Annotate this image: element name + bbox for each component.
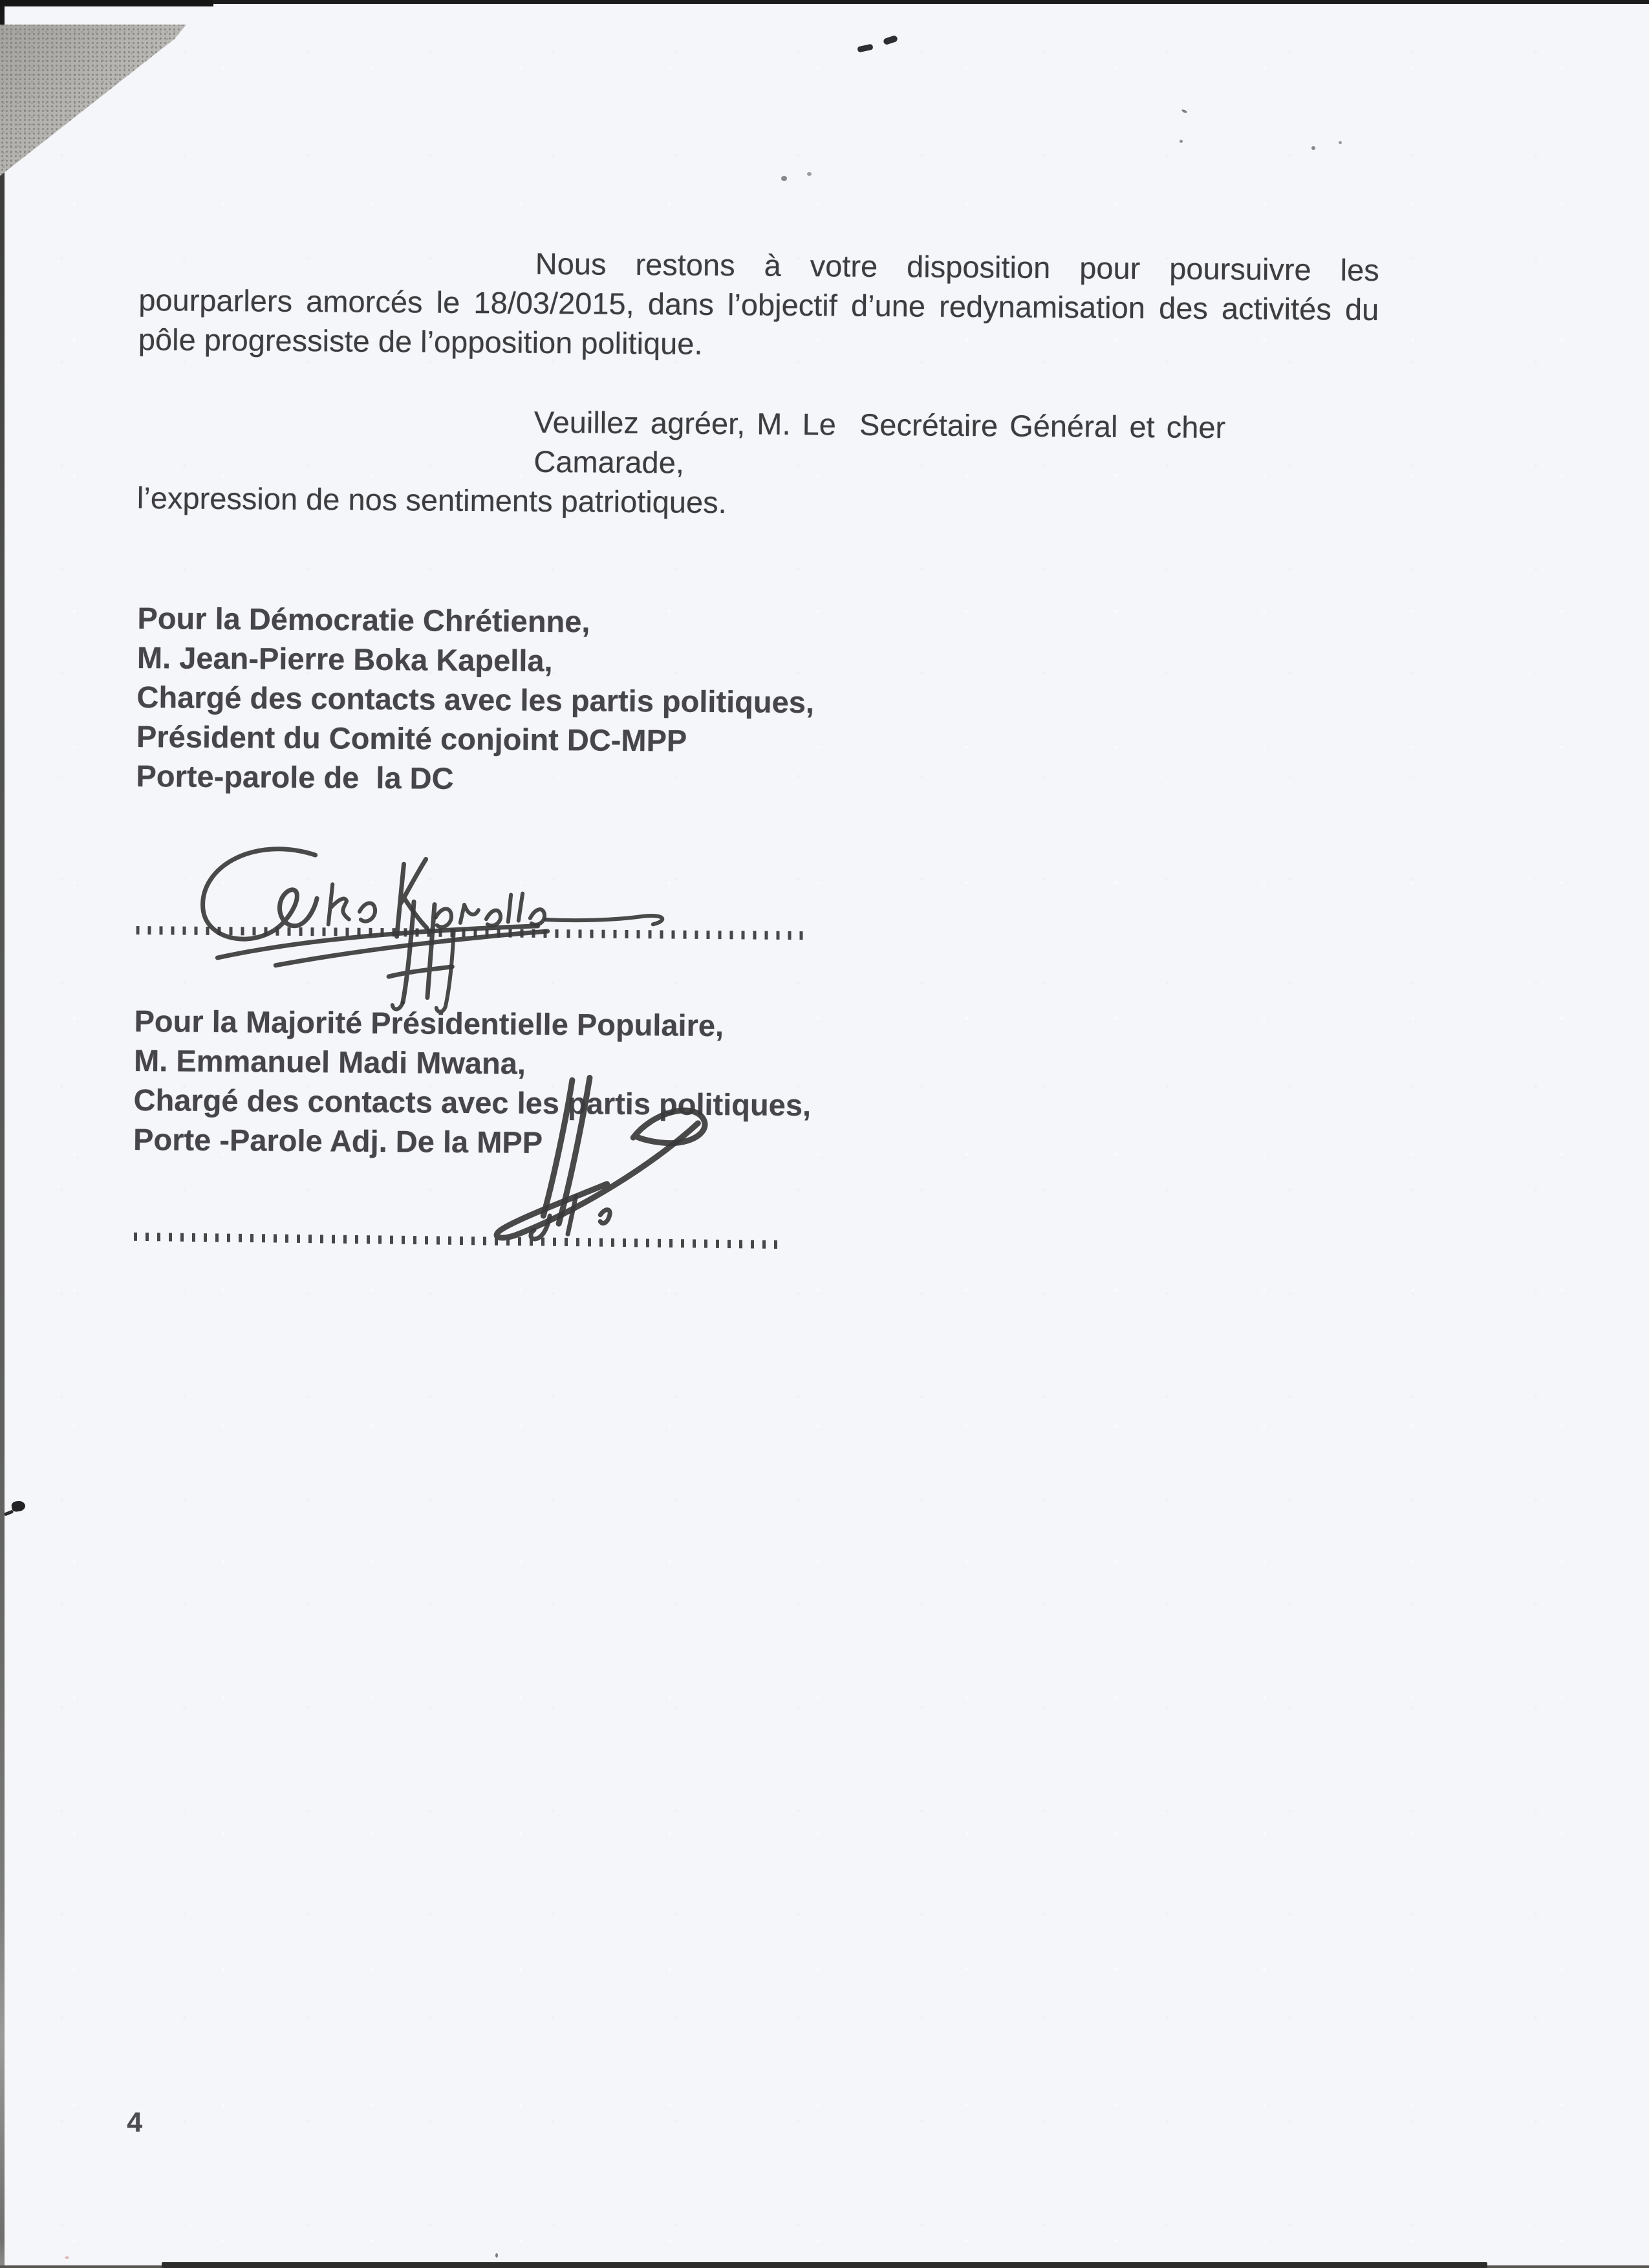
- signatory-party: Pour la Majorité Présidentielle Populaire,: [134, 1003, 724, 1043]
- scan-bottom-edge-artifact: [162, 2262, 1487, 2268]
- paragraph-line: pôle progressiste de l’opposition politique.: [138, 321, 703, 361]
- paragraph-line: Nous restons à votre disposition pour poursuivre les: [535, 246, 1379, 288]
- closing-paragraph-2: [137, 399, 1378, 527]
- signatory-name: M. Jean-Pierre Boka Kapella,: [136, 640, 553, 678]
- signatory-title: Porte-parole de la DC: [136, 758, 454, 795]
- signatory-name: M. Emmanuel Madi Mwana,: [133, 1042, 526, 1081]
- closing-paragraph-1: [138, 241, 1379, 369]
- signatory-title: Président du Comité conjoint DC-MPP: [136, 718, 687, 758]
- signatory-title: Chargé des contacts avec les partis politiques,: [133, 1082, 812, 1123]
- paragraph-line: l’expression de nos sentiments patriotiques.: [136, 480, 727, 520]
- paragraph-line: pourparlers amorcés le 18/03/2015, dans l’objectif d’une redynamisation des activités du: [138, 282, 1379, 327]
- signatory-party: Pour la Démocratie Chrétienne,: [137, 600, 590, 639]
- signature-block-dc: [136, 598, 1107, 803]
- signatory-title: Porte -Parole Adj. De la MPP: [133, 1121, 543, 1160]
- madi-mwana-signature-icon: [438, 1060, 763, 1257]
- signatory-title: Chargé des contacts avec les partis politiques,: [136, 679, 815, 720]
- page-number: 4: [127, 2106, 143, 2139]
- boka-kapella-signature-icon: [175, 837, 694, 1022]
- paragraph-line: Veuillez agréer, M. Le Secrétaire Général et cher Camarade,: [534, 404, 1238, 480]
